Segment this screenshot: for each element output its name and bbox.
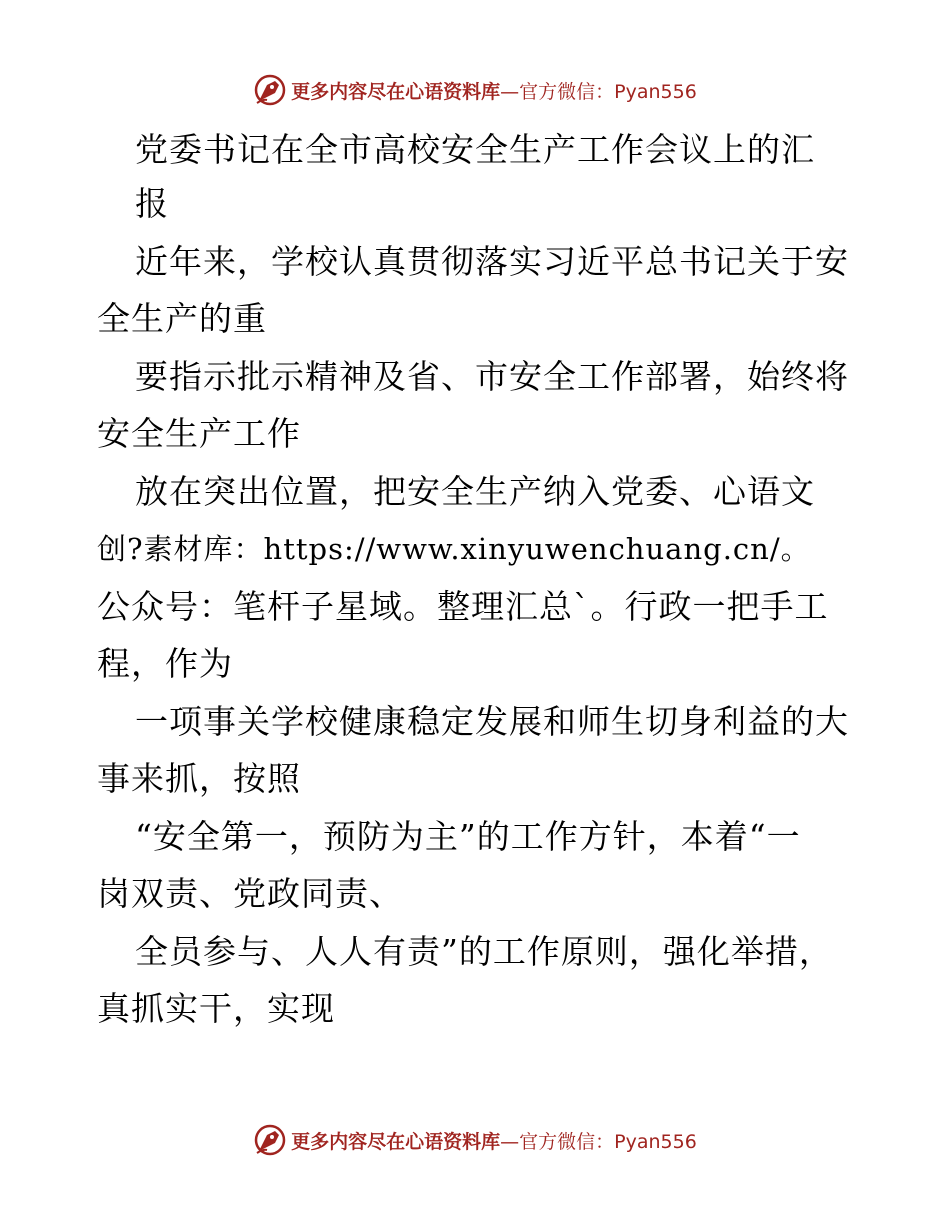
document-line: 安全生产工作 [97,414,301,453]
document-line: 党委书记在全市高校安全生产工作会议上的汇 [135,130,815,169]
banner-site-text: 更多内容尽在心语资料库 [291,80,501,103]
document-line: 一项事关学校健康稳定发展和师生切身利益的大 [135,702,849,741]
pen-nib-logo-icon [253,1123,287,1157]
header-banner [0,70,950,110]
document-line: 程，作为 [97,644,233,683]
document-line: “安全第一，预防为主”的工作方针，本着“一 [135,817,801,856]
document-line: 创?素材库：https://www.xinyuwenchuang.cn/。 [97,532,811,566]
document-line: 全生产的重 [97,299,267,338]
document-line: 岗双责、党政同责、 [97,874,403,913]
banner-contact-text: —官方微信：Pyan556 [500,80,697,103]
pen-nib-logo-icon [253,73,287,107]
document-line: 公众号：笔杆子星域。整理汇总`。行政一把手工 [97,587,829,626]
document-line: 全员参与、人人有责”的工作原则，强化举措， [135,932,833,971]
document-line: 放在突出位置，把安全生产纳入党委、心语文 [135,472,815,511]
document-line: 报 [135,184,169,223]
footer-banner [0,1120,950,1160]
document-line: 真抓实干，实现 [97,989,335,1028]
document-line: 近年来，学校认真贯彻落实习近平总书记关于安 [135,242,849,281]
document-line: 要指示批示精神及省、市安全工作部署，始终将 [135,357,849,396]
banner-contact-text: —官方微信：Pyan556 [500,1130,697,1153]
document-line: 事来抓，按照 [97,759,301,798]
banner-site-text: 更多内容尽在心语资料库 [291,1130,501,1153]
